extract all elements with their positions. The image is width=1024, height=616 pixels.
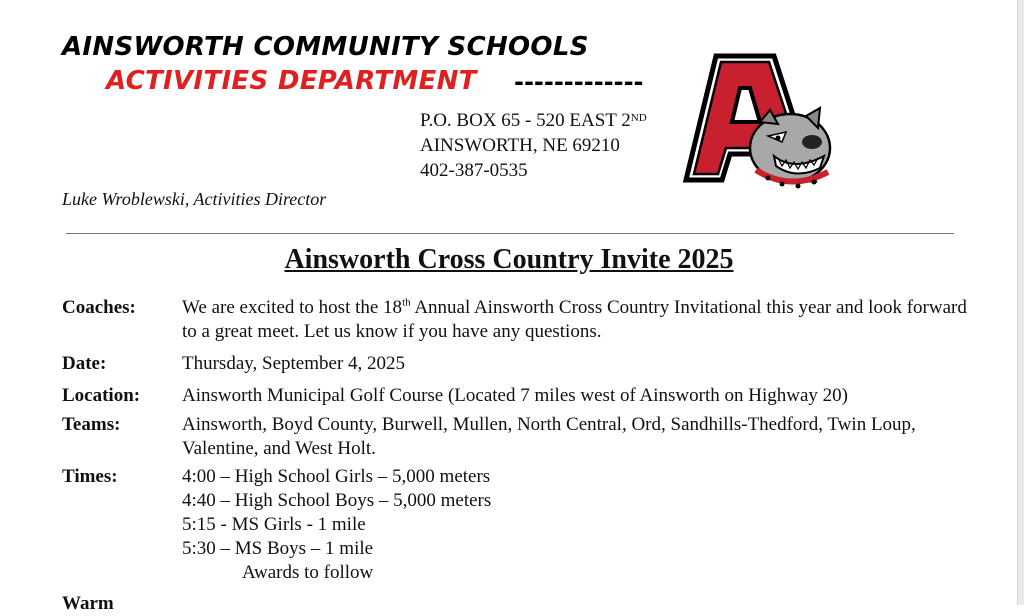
bulldog-logo-icon — [678, 52, 838, 202]
address-line-1: P.O. BOX 65 - 520 EAST 2ND — [420, 110, 647, 131]
phone-number: 402-387-0535 — [420, 160, 528, 181]
location-label: Location: — [62, 385, 141, 406]
document-title: Ainsworth Cross Country Invite 2025 — [284, 244, 734, 275]
time-entry: 4:40 – High School Boys – 5,000 meters — [182, 490, 492, 511]
teams-label: Teams: — [62, 414, 121, 435]
director-name: Luke Wroblewski, Activities Director — [62, 189, 327, 209]
address-line-2: AINSWORTH, NE 69210 — [420, 135, 620, 156]
location-value: Ainsworth Municipal Golf Course (Located 7 miles west of Ainsworth on Highway 20) — [182, 385, 848, 406]
times-label: Times: — [62, 466, 118, 487]
times-list — [182, 465, 972, 585]
time-entry: 5:30 – MS Boys – 1 mile — [182, 538, 374, 559]
date-label: Date: — [62, 353, 107, 374]
teams-value: Ainsworth, Boyd County, Burwell, Mullen, North Central, Ord, Sandhills-Thedford, Twin Loup, Valentine, and West Holt. — [182, 414, 916, 459]
date-value: Thursday, September 4, 2025 — [182, 353, 406, 374]
awards-note: Awards to follow — [242, 562, 374, 583]
time-entry: 4:00 – High School Girls – 5,000 meters — [182, 466, 491, 487]
org-name: AINSWORTH COMMUNITY SCHOOLS — [62, 32, 589, 62]
header-dashes: ------------- — [514, 68, 644, 96]
time-entry: 5:15 - MS Girls - 1 mile — [182, 514, 366, 535]
coaches-label: Coaches: — [62, 297, 136, 318]
warm-label: Warm — [62, 593, 114, 614]
header-divider — [66, 233, 954, 234]
coaches-text: We are excited to host the 18th Annual Ainsworth Cross Country Invitational this year and look forward to a great meet. Let us know if you have any questions. — [182, 296, 967, 342]
page-edge — [1017, 0, 1024, 605]
address-block — [420, 108, 647, 183]
department-name: ACTIVITIES DEPARTMENT — [106, 66, 477, 96]
